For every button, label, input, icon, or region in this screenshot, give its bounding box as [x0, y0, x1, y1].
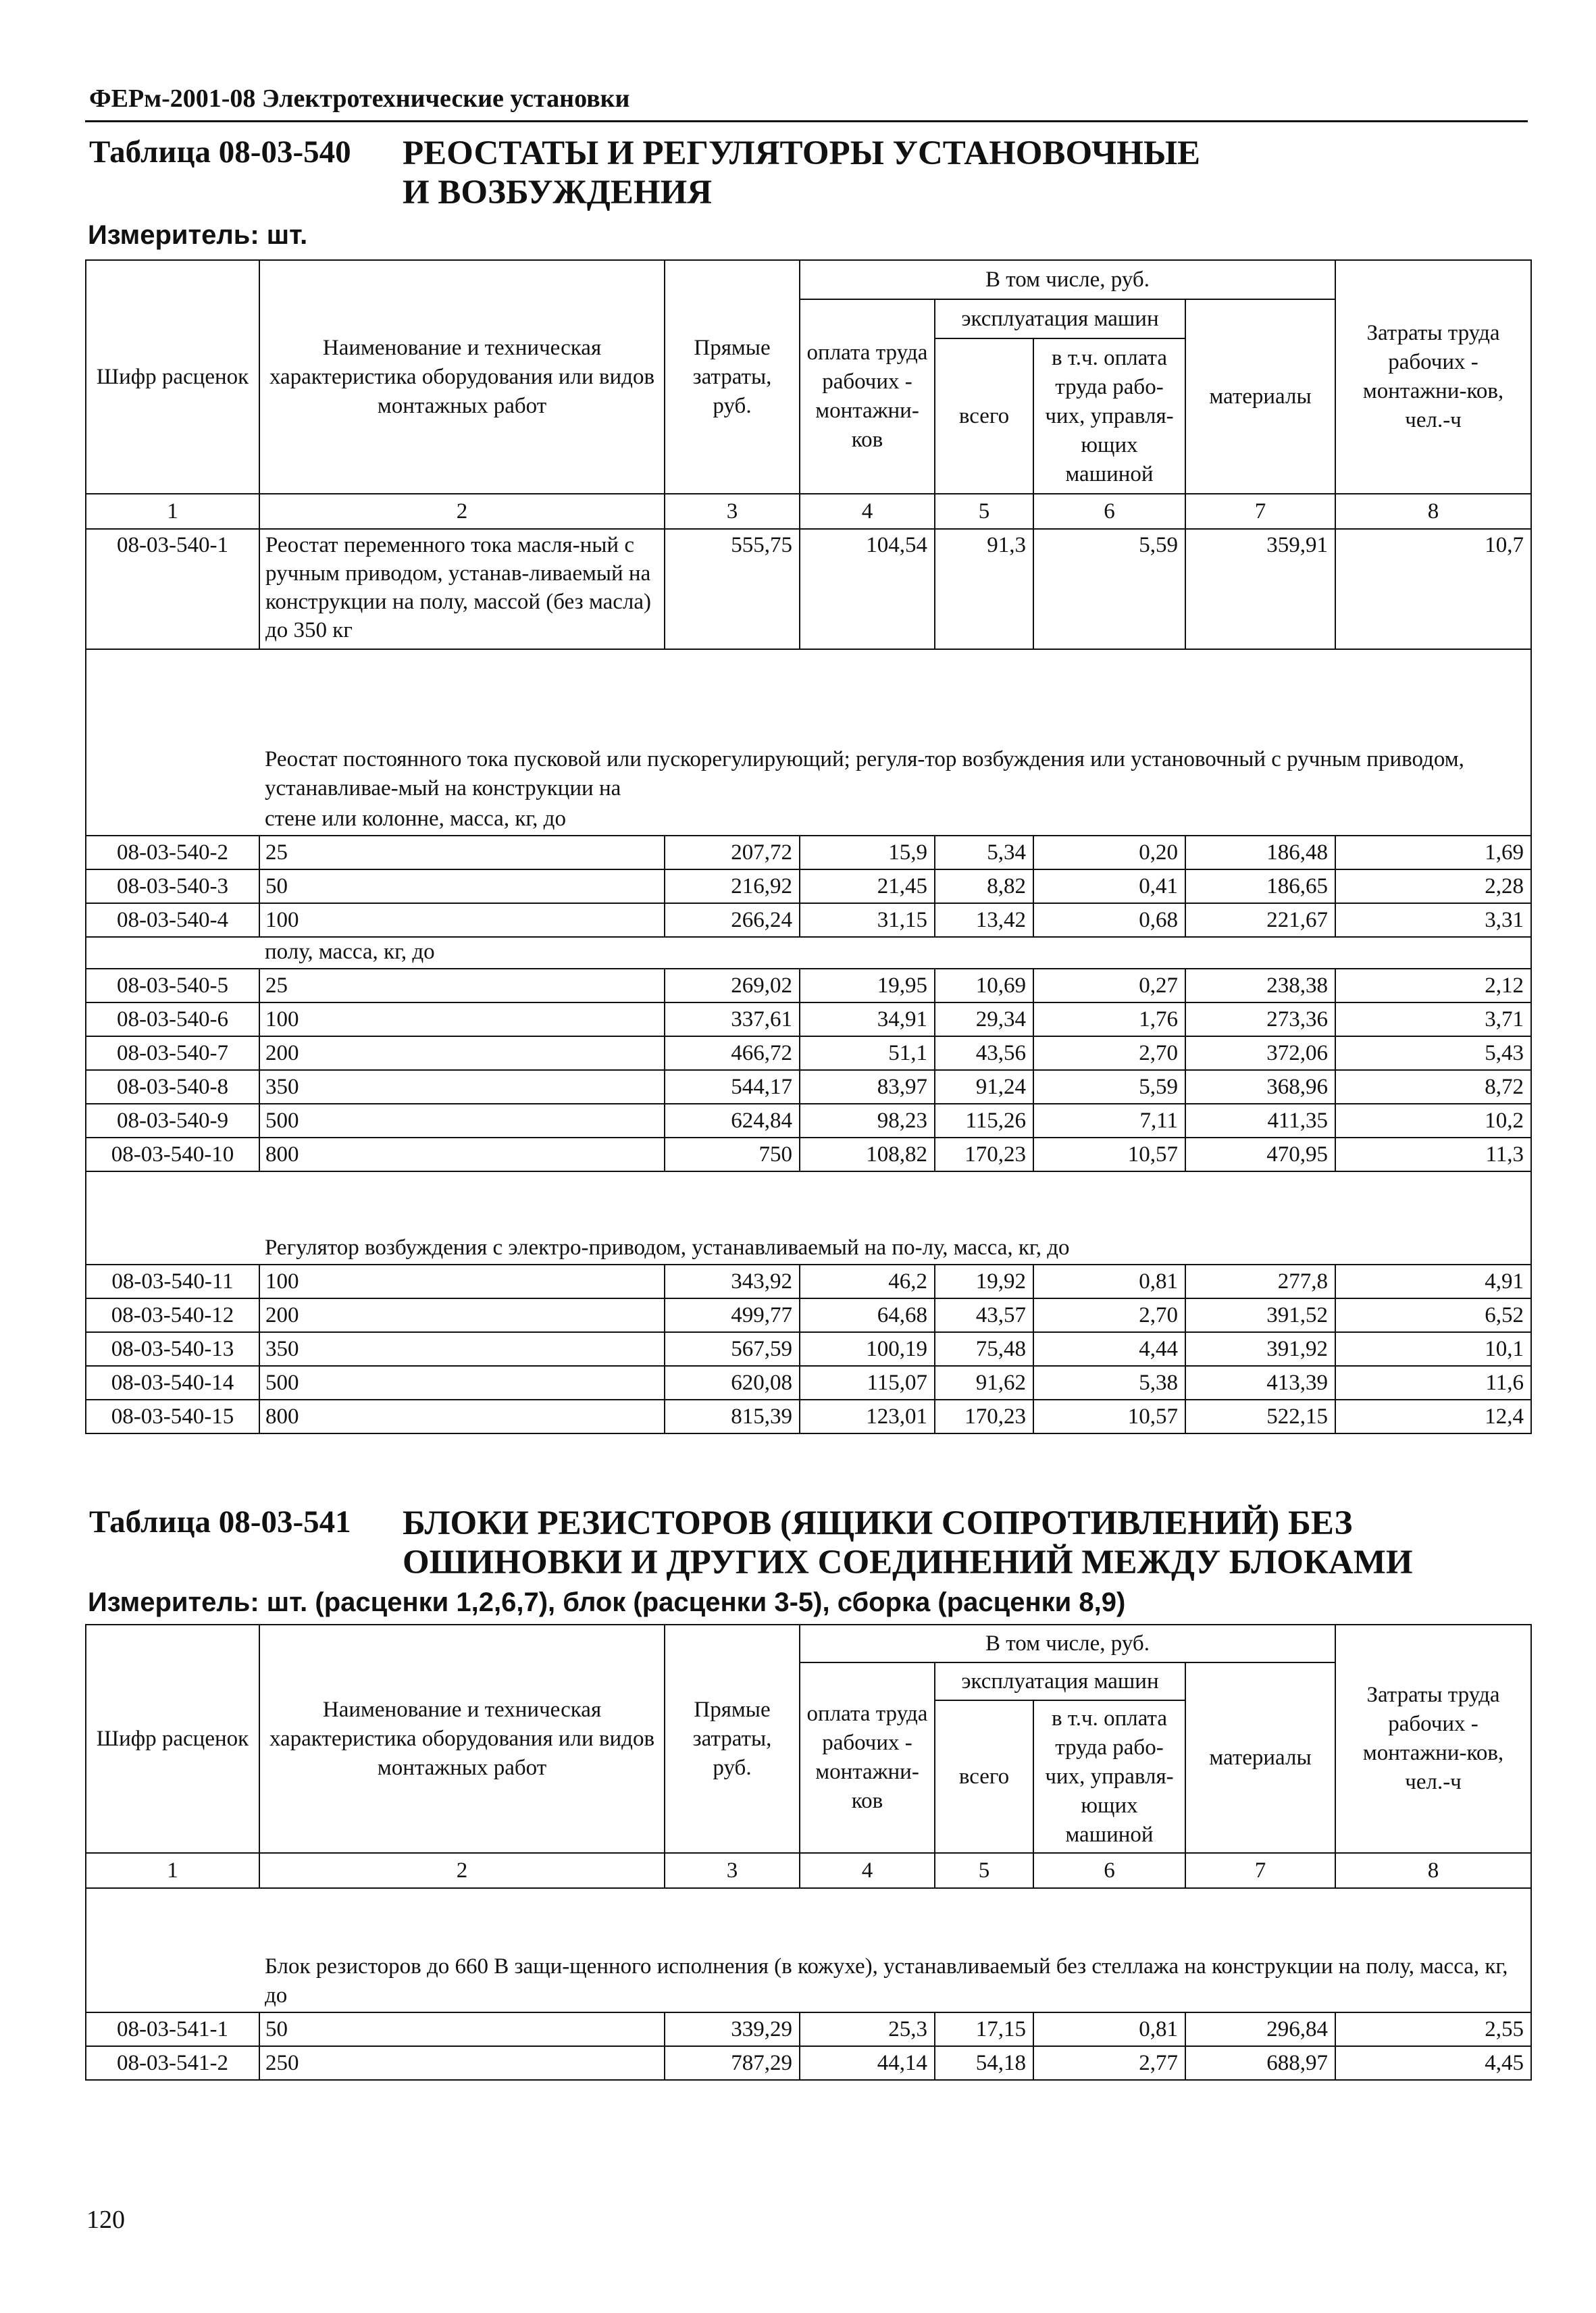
col-number: 2: [259, 494, 665, 529]
machines-labor: 0,68: [1033, 903, 1185, 937]
labor-cost: 19,95: [800, 969, 935, 1002]
table-541-header: [86, 1625, 1531, 1888]
work-name: 250: [259, 2046, 665, 2080]
machines-total: 91,3: [935, 529, 1033, 649]
direct-cost: 499,77: [665, 1298, 800, 1332]
materials-cost: 238,38: [1185, 969, 1335, 1002]
labor-cost: 83,97: [800, 1070, 935, 1104]
table-row: [86, 529, 1531, 649]
machines-labor: 4,44: [1033, 1332, 1185, 1366]
table-row: [86, 836, 1531, 869]
labor-hours: 6,52: [1335, 1298, 1531, 1332]
rate-code: 08-03-540-5: [86, 969, 259, 1002]
machines-total: 43,57: [935, 1298, 1033, 1332]
materials-cost: 277,8: [1185, 1265, 1335, 1298]
rate-code: 08-03-540-2: [86, 836, 259, 869]
work-name: 50: [259, 2012, 665, 2046]
col-header-name: Наименование и техническая характеристика оборудования или видов монтажных работ: [259, 1625, 665, 1853]
col-number: 6: [1033, 1853, 1185, 1888]
direct-cost: 343,92: [665, 1265, 800, 1298]
rate-code: 08-03-540-11: [86, 1265, 259, 1298]
work-name: Реостат переменного тока масля-ный с ручным приводом, устанав-ливаемый на конструкции на полу, массой (без масла) до 350 кг: [259, 529, 665, 649]
group-description: стене или колонне, масса, кг, до: [259, 805, 1531, 836]
machines-labor: 5,59: [1033, 1070, 1185, 1104]
machines-total: 115,26: [935, 1104, 1033, 1138]
machines-labor: 7,11: [1033, 1104, 1185, 1138]
rate-code: 08-03-540-9: [86, 1104, 259, 1138]
labor-hours: 3,71: [1335, 1002, 1531, 1036]
table-540-code: Таблица 08-03-540: [89, 134, 351, 170]
table-row: [86, 903, 1531, 937]
group-description: Реостат постоянного тока пусковой или пускорегулирующий; регуля-тор возбуждения или установочный с ручным приводом, устанавливае-мый на конструкции на: [259, 649, 1531, 805]
col-number: 5: [935, 494, 1033, 529]
labor-cost: 123,01: [800, 1400, 935, 1433]
col-header-hours: Затраты труда рабочих - монтажни-ков, чел.-ч: [1335, 260, 1531, 494]
col-header-name: Наименование и техническая характеристика оборудования или видов монтажных работ: [259, 260, 665, 494]
materials-cost: 688,97: [1185, 2046, 1335, 2080]
rate-code: 08-03-540-12: [86, 1298, 259, 1332]
machines-labor: 2,70: [1033, 1036, 1185, 1070]
col-header-machines-total: всего: [935, 1700, 1033, 1853]
direct-cost: 216,92: [665, 869, 800, 903]
labor-hours: 11,3: [1335, 1138, 1531, 1171]
table-541-heading: [403, 1504, 1413, 1582]
machines-labor: 0,27: [1033, 969, 1185, 1002]
rate-code: 08-03-541-2: [86, 2046, 259, 2080]
materials-cost: 186,65: [1185, 869, 1335, 903]
machines-labor: 10,57: [1033, 1138, 1185, 1171]
running-header: [85, 84, 1528, 122]
labor-hours: 5,43: [1335, 1036, 1531, 1070]
col-header-materials: материалы: [1185, 299, 1335, 494]
table-540-heading: [403, 134, 1200, 212]
work-name: 200: [259, 1036, 665, 1070]
direct-cost: 624,84: [665, 1104, 800, 1138]
work-name: 800: [259, 1400, 665, 1433]
labor-hours: 10,7: [1335, 529, 1531, 649]
materials-cost: 273,36: [1185, 1002, 1335, 1036]
labor-cost: 44,14: [800, 2046, 935, 2080]
table-row: [86, 869, 1531, 903]
group-description: полу, масса, кг, до: [259, 937, 1531, 969]
materials-cost: 359,91: [1185, 529, 1335, 649]
materials-cost: 368,96: [1185, 1070, 1335, 1104]
col-number: 1: [86, 494, 259, 529]
page-number: 120: [86, 2206, 125, 2234]
table-row: [86, 2046, 1531, 2080]
group-spacer: [86, 649, 259, 805]
table-541-code: Таблица 08-03-541: [89, 1504, 351, 1540]
col-header-direct: Прямые затраты, руб.: [665, 1625, 800, 1853]
table-541-measure: Измеритель: шт. (расценки 1,2,6,7), блок (расценки 3-5), сборка (расценки 8,9): [88, 1587, 1126, 1617]
labor-cost: 108,82: [800, 1138, 935, 1171]
col-header-machines-labor: в т.ч. оплата труда рабо-чих, управля-ющих машиной: [1033, 338, 1185, 494]
col-number: 8: [1335, 494, 1531, 529]
labor-cost: 51,1: [800, 1036, 935, 1070]
labor-cost: 34,91: [800, 1002, 935, 1036]
col-header-incl: В том числе, руб.: [800, 260, 1335, 299]
table-row: [86, 1400, 1531, 1433]
col-header-machines: эксплуатация машин: [935, 1662, 1185, 1700]
machines-total: 13,42: [935, 903, 1033, 937]
table-541-title: [85, 1504, 1530, 1585]
group-spacer: [86, 937, 259, 969]
table-540-measure: Измеритель: шт.: [88, 220, 308, 250]
group-spacer: [86, 1888, 259, 2012]
machines-total: 170,23: [935, 1138, 1033, 1171]
col-number: 7: [1185, 1853, 1335, 1888]
materials-cost: 186,48: [1185, 836, 1335, 869]
machines-labor: 0,81: [1033, 2012, 1185, 2046]
machines-labor: 0,81: [1033, 1265, 1185, 1298]
group-row: [86, 805, 1531, 836]
col-number: 4: [800, 494, 935, 529]
col-header-labor: оплата труда рабочих - монтажни-ков: [800, 299, 935, 494]
labor-hours: 10,2: [1335, 1104, 1531, 1138]
direct-cost: 815,39: [665, 1400, 800, 1433]
table-540: [85, 259, 1532, 1434]
rate-code: 08-03-540-6: [86, 1002, 259, 1036]
table-row: [86, 1104, 1531, 1138]
direct-cost: 339,29: [665, 2012, 800, 2046]
work-name: 800: [259, 1138, 665, 1171]
work-name: 25: [259, 969, 665, 1002]
machines-total: 91,62: [935, 1366, 1033, 1400]
col-header-code: Шифр расценок: [86, 260, 259, 494]
materials-cost: 296,84: [1185, 2012, 1335, 2046]
table-row: [86, 1002, 1531, 1036]
table-row: [86, 2012, 1531, 2046]
table-540-body: [86, 529, 1531, 1433]
machines-total: 75,48: [935, 1332, 1033, 1366]
table-541-heading-line1: БЛОКИ РЕЗИСТОРОВ (ЯЩИКИ СОПРОТИВЛЕНИЙ) БЕЗ: [403, 1504, 1353, 1542]
materials-cost: 391,92: [1185, 1332, 1335, 1366]
table-541-body: [86, 1888, 1531, 2080]
running-title: ФЕРм-2001-08 Электротехнические установки: [89, 84, 630, 113]
labor-cost: 46,2: [800, 1265, 935, 1298]
labor-hours: 8,72: [1335, 1070, 1531, 1104]
table-541: [85, 1624, 1532, 2081]
labor-hours: 12,4: [1335, 1400, 1531, 1433]
col-number: 7: [1185, 494, 1335, 529]
col-header-code: Шифр расценок: [86, 1625, 259, 1853]
direct-cost: 620,08: [665, 1366, 800, 1400]
labor-cost: 100,19: [800, 1332, 935, 1366]
labor-hours: 2,55: [1335, 2012, 1531, 2046]
col-number: 3: [665, 494, 800, 529]
table-540-heading-line1: РЕОСТАТЫ И РЕГУЛЯТОРЫ УСТАНОВОЧНЫЕ: [403, 134, 1201, 172]
machines-labor: 5,38: [1033, 1366, 1185, 1400]
machines-total: 170,23: [935, 1400, 1033, 1433]
labor-hours: 10,1: [1335, 1332, 1531, 1366]
materials-cost: 411,35: [1185, 1104, 1335, 1138]
labor-cost: 21,45: [800, 869, 935, 903]
col-header-labor: оплата труда рабочих - монтажни-ков: [800, 1662, 935, 1853]
table-row: [86, 1036, 1531, 1070]
labor-cost: 98,23: [800, 1104, 935, 1138]
table-540-header: [86, 260, 1531, 529]
direct-cost: 555,75: [665, 529, 800, 649]
machines-total: 8,82: [935, 869, 1033, 903]
work-name: 50: [259, 869, 665, 903]
group-description: Блок резисторов до 660 В защи-щенного исполнения (в кожухе), устанавливаемый без стеллажа на конструкции на полу, масса, кг, до: [259, 1888, 1531, 2012]
direct-cost: 266,24: [665, 903, 800, 937]
labor-cost: 15,9: [800, 836, 935, 869]
table-row: [86, 969, 1531, 1002]
machines-labor: 1,76: [1033, 1002, 1185, 1036]
work-name: 25: [259, 836, 665, 869]
col-number: 6: [1033, 494, 1185, 529]
machines-total: 17,15: [935, 2012, 1033, 2046]
table-row: [86, 1366, 1531, 1400]
work-name: 350: [259, 1332, 665, 1366]
col-header-hours: Затраты труда рабочих - монтажни-ков, чел.-ч: [1335, 1625, 1531, 1853]
labor-cost: 25,3: [800, 2012, 935, 2046]
table-541-heading-line2: ОШИНОВКИ И ДРУГИХ СОЕДИНЕНИЙ МЕЖДУ БЛОКАМИ: [403, 1544, 1413, 1581]
machines-labor: 0,41: [1033, 869, 1185, 903]
column-number-row: [86, 1853, 1531, 1888]
labor-hours: 2,28: [1335, 869, 1531, 903]
table-row: [86, 1138, 1531, 1171]
machines-total: 43,56: [935, 1036, 1033, 1070]
rate-code: 08-03-540-8: [86, 1070, 259, 1104]
direct-cost: 750: [665, 1138, 800, 1171]
work-name: 500: [259, 1366, 665, 1400]
direct-cost: 337,61: [665, 1002, 800, 1036]
col-header-incl: В том числе, руб.: [800, 1625, 1335, 1662]
direct-cost: 466,72: [665, 1036, 800, 1070]
work-name: 200: [259, 1298, 665, 1332]
machines-total: 91,24: [935, 1070, 1033, 1104]
direct-cost: 567,59: [665, 1332, 800, 1366]
rate-code: 08-03-540-15: [86, 1400, 259, 1433]
rate-code: 08-03-540-1: [86, 529, 259, 649]
direct-cost: 269,02: [665, 969, 800, 1002]
labor-hours: 11,6: [1335, 1366, 1531, 1400]
machines-total: 5,34: [935, 836, 1033, 869]
group-row: [86, 1888, 1531, 2012]
rate-code: 08-03-540-4: [86, 903, 259, 937]
work-name: 100: [259, 1265, 665, 1298]
machines-total: 10,69: [935, 969, 1033, 1002]
rate-code: 08-03-540-14: [86, 1366, 259, 1400]
group-spacer: [86, 1171, 259, 1265]
col-number: 2: [259, 1853, 665, 1888]
materials-cost: 221,67: [1185, 903, 1335, 937]
machines-labor: 2,77: [1033, 2046, 1185, 2080]
table-row: [86, 1070, 1531, 1104]
materials-cost: 372,06: [1185, 1036, 1335, 1070]
work-name: 500: [259, 1104, 665, 1138]
group-spacer: [86, 805, 259, 836]
table-540-title: [85, 134, 1530, 215]
rate-code: 08-03-540-10: [86, 1138, 259, 1171]
labor-hours: 2,12: [1335, 969, 1531, 1002]
work-name: 100: [259, 1002, 665, 1036]
materials-cost: 391,52: [1185, 1298, 1335, 1332]
direct-cost: 207,72: [665, 836, 800, 869]
materials-cost: 522,15: [1185, 1400, 1335, 1433]
direct-cost: 787,29: [665, 2046, 800, 2080]
machines-total: 29,34: [935, 1002, 1033, 1036]
work-name: 350: [259, 1070, 665, 1104]
table-540-heading-line2: И ВОЗБУЖДЕНИЯ: [403, 174, 713, 211]
labor-cost: 31,15: [800, 903, 935, 937]
labor-cost: 104,54: [800, 529, 935, 649]
labor-cost: 115,07: [800, 1366, 935, 1400]
work-name: 100: [259, 903, 665, 937]
materials-cost: 413,39: [1185, 1366, 1335, 1400]
col-number: 4: [800, 1853, 935, 1888]
machines-labor: 0,20: [1033, 836, 1185, 869]
col-header-machines-total: всего: [935, 338, 1033, 494]
labor-hours: 4,45: [1335, 2046, 1531, 2080]
group-row: [86, 937, 1531, 969]
group-row: [86, 649, 1531, 805]
rate-code: 08-03-540-7: [86, 1036, 259, 1070]
group-description: Регулятор возбуждения с электро-приводом, устанавливаемый на по-лу, масса, кг, до: [259, 1171, 1531, 1265]
labor-hours: 1,69: [1335, 836, 1531, 869]
machines-total: 54,18: [935, 2046, 1033, 2080]
col-header-direct: Прямые затраты, руб.: [665, 260, 800, 494]
col-number: 5: [935, 1853, 1033, 1888]
group-row: [86, 1171, 1531, 1265]
labor-hours: 4,91: [1335, 1265, 1531, 1298]
labor-hours: 3,31: [1335, 903, 1531, 937]
machines-total: 19,92: [935, 1265, 1033, 1298]
rate-code: 08-03-540-3: [86, 869, 259, 903]
table-row: [86, 1298, 1531, 1332]
machines-labor: 2,70: [1033, 1298, 1185, 1332]
materials-cost: 470,95: [1185, 1138, 1335, 1171]
direct-cost: 544,17: [665, 1070, 800, 1104]
rate-code: 08-03-540-13: [86, 1332, 259, 1366]
rate-code: 08-03-541-1: [86, 2012, 259, 2046]
col-number: 1: [86, 1853, 259, 1888]
machines-labor: 10,57: [1033, 1400, 1185, 1433]
table-row: [86, 1265, 1531, 1298]
col-header-materials: материалы: [1185, 1662, 1335, 1853]
table-row: [86, 1332, 1531, 1366]
col-number: 3: [665, 1853, 800, 1888]
labor-cost: 64,68: [800, 1298, 935, 1332]
machines-labor: 5,59: [1033, 529, 1185, 649]
col-header-machines-labor: в т.ч. оплата труда рабо-чих, управля-ющих машиной: [1033, 1700, 1185, 1853]
col-number: 8: [1335, 1853, 1531, 1888]
col-header-machines: эксплуатация машин: [935, 299, 1185, 338]
column-number-row: [86, 494, 1531, 529]
